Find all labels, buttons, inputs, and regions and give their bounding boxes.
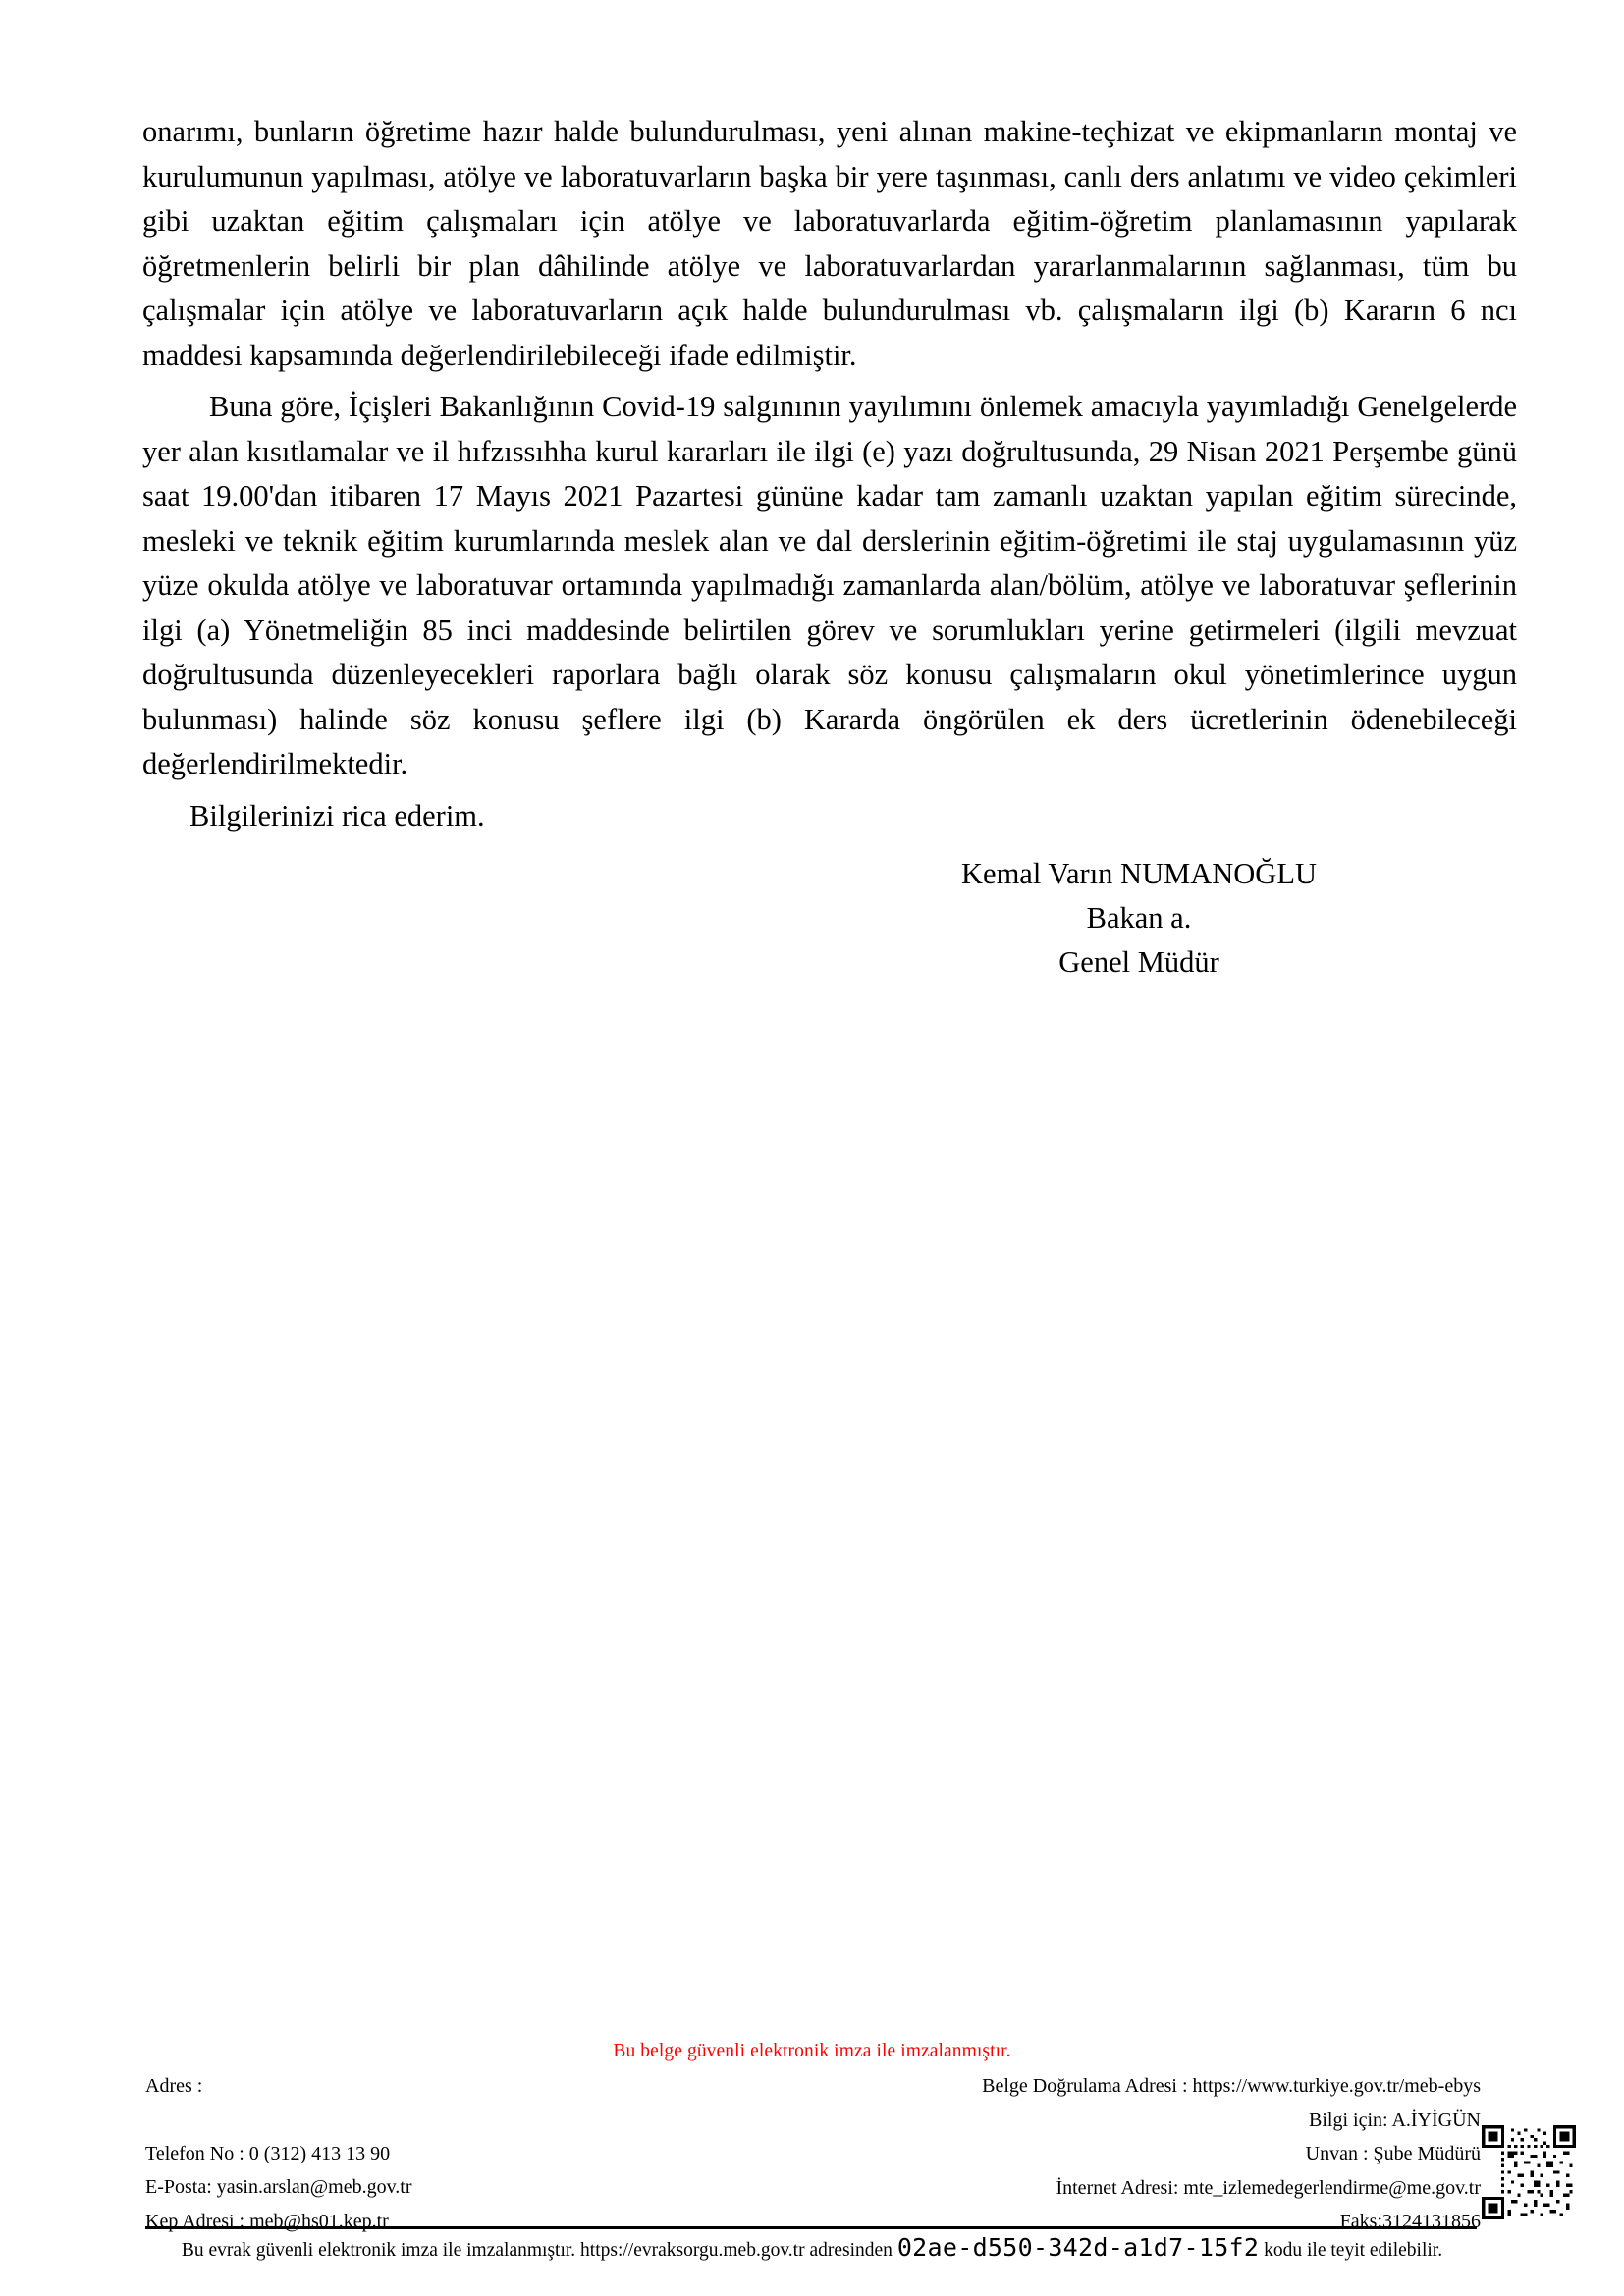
footer-phone: Telefon No : 0 (312) 413 13 90 [145,2142,391,2164]
footer-divider [145,2226,1477,2229]
footer-fax: Faks:3124131856 [1339,2211,1481,2232]
footer-internet-address: İnternet Adresi: mte_izlemedegerlendirme@me.gov.tr [1056,2176,1481,2199]
document-body [142,110,1517,838]
footer-contact-person: Bilgi için: A.İYİGÜN [1309,2109,1481,2131]
qr-code-icon [1482,2125,1576,2219]
verification-prefix: Bu evrak güvenli elektronik imza ile imzalanmıştır. https://evraksorgu.meb.gov.tr adresinden [181,2240,893,2261]
paragraph-continuation: onarımı, bunların öğretime hazır halde bulundurulması, yeni alınan makine-teçhizat ve ekipmanların montaj ve kurulumunun yapılması, atölye ve laboratuvarların başka bir yere taşınması, canlı ders anlatımı ve video çekimleri gibi uzaktan eğitim çalışmaları için atölye ve laboratuvarlarda eğitim-öğretim planlamasının yapılarak öğretmenlerin belirli bir plan dâhilinde atölye ve laboratuvarlardan yararlanmalarının sağlanması, tüm bu çalışmalar için atölye ve laboratuvarların açık halde bulundurulması vb. çalışmaların ilgi (b) Kararın 6 ncı maddesi kapsamında değerlendirilebileceği ifade edilmiştir. [142,115,1517,372]
signatory-on-behalf: Bakan a. [1086,901,1192,934]
paragraph-buna-gore: Buna göre, İçişleri Bakanlığının Covid-19 salgınının yayılımını önlemek amacıyla yayımladığı Genelgelerde yer alan kısıtlamalar ve il hıfzıssıhha kurul kararları ile ilgi (e) yazı doğrultusunda, 29 Nisan 2021 Perşembe günü saat 19.00'dan itibaren 17 Mayıs 2021 Pazartesi gününe kadar tam zamanlı uzaktan yapılan eğitim sürecinde, mesleki ve teknik eğitim kurumlarında meslek alan ve dal derslerinin eğitim-öğretimi ile staj uygulamasının yüz yüze okulda atölye ve laboratuvar ortamında yapılmadığı zamanlarda alan/bölüm, atölye ve laboratuvar şeflerinin ilgi (a) Yönetmeliğin 85 inci maddesinde belirtilen görev ve sorumlukları yerine getirmeleri (ilgili mevzuat doğrultusunda düzenleyecekleri raporlara bağlı olarak söz konusu çalışmaların okul yönetimlerince uygun bulunması) halinde söz konusu şeflere ilgi (b) Kararda öngörülen ek ders ücretlerinin ödenebileceği değerlendirilmektedir. [142,390,1517,780]
footer-contact-title: Unvan : Şube Müdürü [1305,2143,1481,2164]
footer-verification-address: Belge Doğrulama Adresi : https://www.turkiye.gov.tr/meb-ebys [982,2075,1481,2097]
signature-block [864,852,1414,985]
footer-right-column [774,2069,1481,2239]
footer-left-column [145,2069,774,2238]
signatory-name: Kemal Varın NUMANOĞLU [961,857,1317,890]
footer-email: E-Posta: yasin.arslan@meb.gov.tr [145,2176,412,2198]
signatory-title: Genel Müdür [1058,945,1219,979]
verification-suffix: kodu ile teyit edilebilir. [1264,2240,1443,2261]
verification-code: 02ae-d550-342d-a1d7-15f2 [896,2233,1260,2262]
paragraph-bilgilerinizi: Bilgilerinizi rica ederim. [189,798,485,832]
footer-address-label: Adres : [145,2075,203,2097]
electronic-signature-note: Bu belge güvenli elektronik imza ile imzalanmıştır. [613,2041,1011,2061]
verification-line [0,2234,1624,2265]
footer-spacer [145,2104,774,2137]
footer-kep-address: Kep Adresi : meb@hs01.kep.tr [145,2210,389,2232]
